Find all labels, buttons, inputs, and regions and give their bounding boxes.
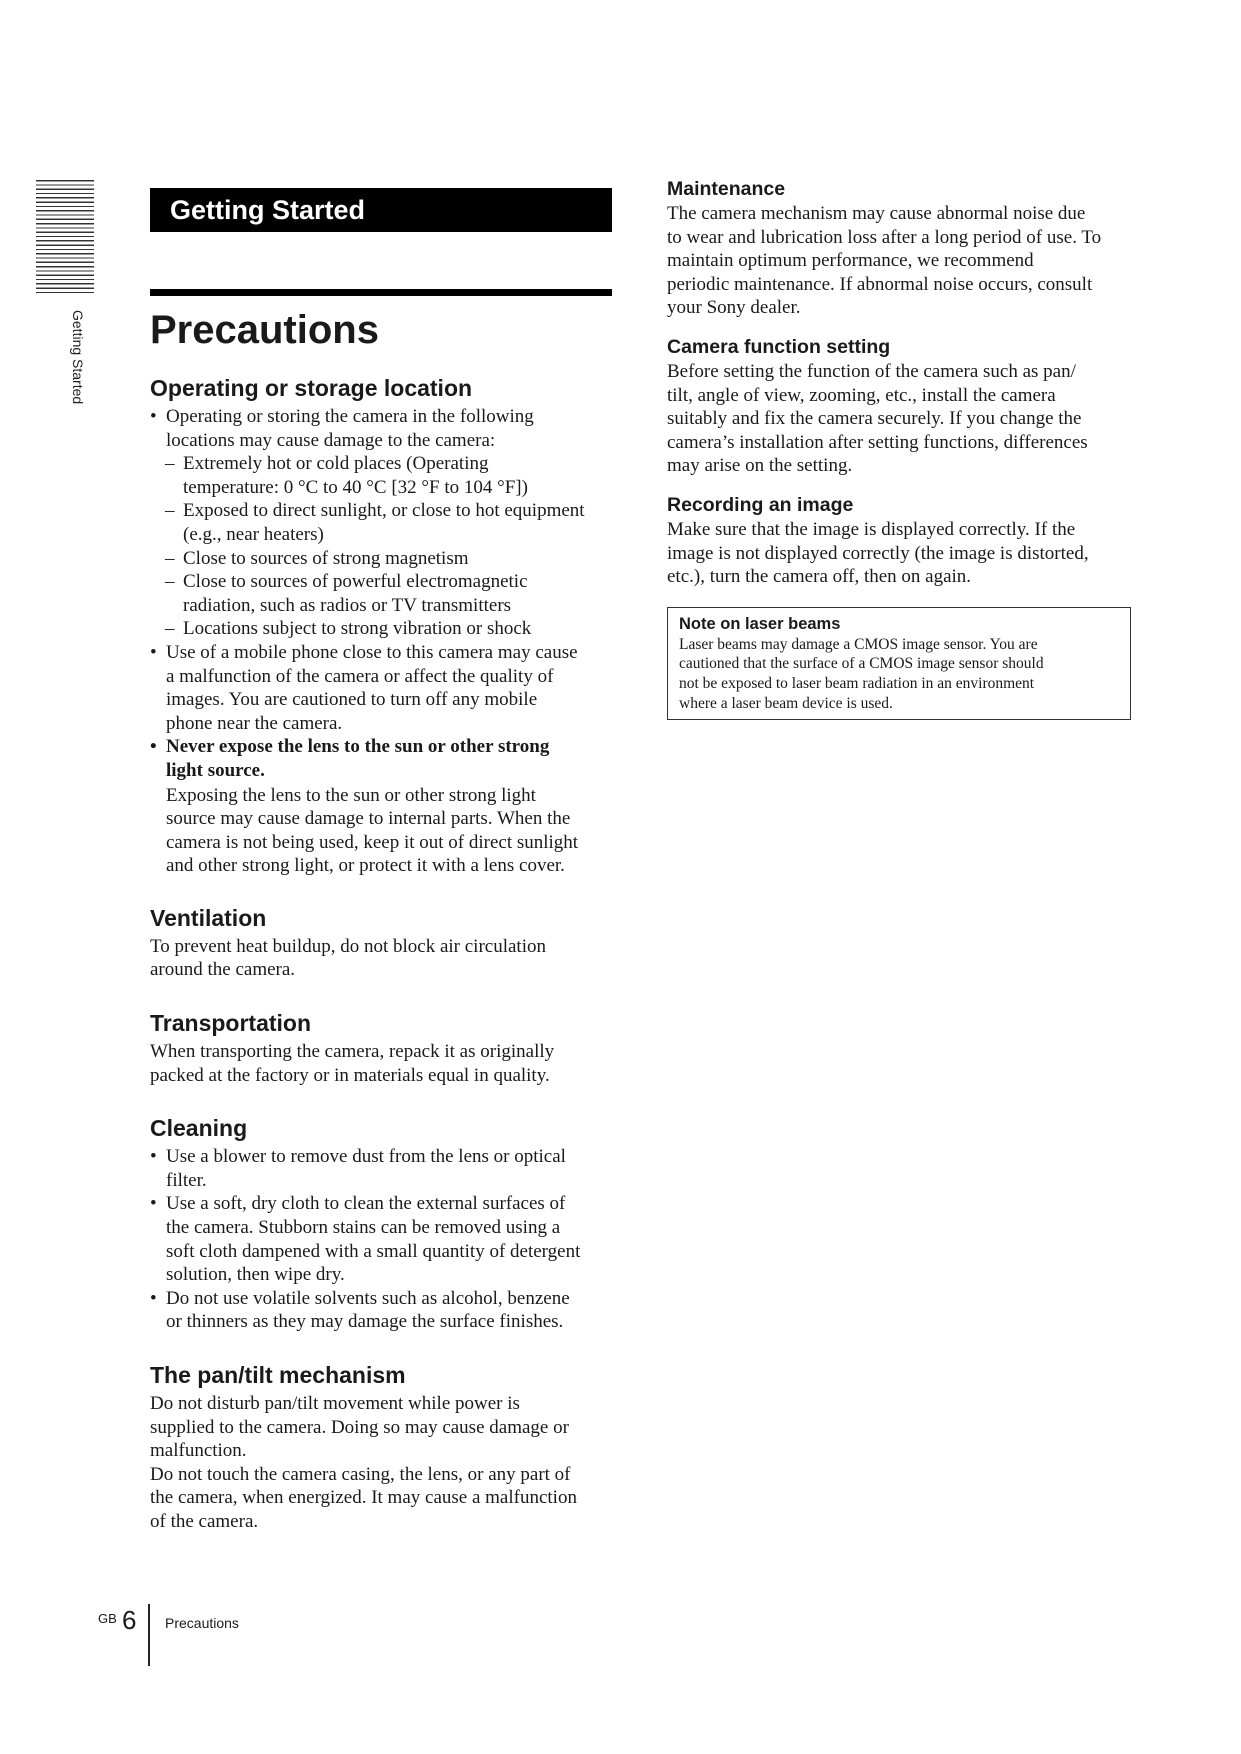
text-line: – Close to sources of powerful electromagnetic — [183, 571, 528, 593]
text-line: the camera. Stubborn stains can be removed using a — [166, 1217, 561, 1239]
footer-page-number: 6 — [122, 1605, 137, 1635]
text-line: – Locations subject to strong vibration or shock — [183, 618, 532, 640]
right-column — [667, 176, 1131, 720]
cleaning-bullet — [150, 1145, 612, 1192]
text-line: Make sure that the image is displayed correctly. If the — [667, 518, 1076, 540]
footer-section: Precautions — [165, 1615, 239, 1631]
text-line: maintain optimum performance, we recommend — [667, 250, 1034, 272]
section-recording — [667, 492, 1131, 589]
text-line: • Never expose the lens to the sun or other strong — [166, 736, 550, 758]
pantilt-heading: The pan/tilt mechanism — [150, 1362, 406, 1388]
note-title: Note on laser beams — [679, 614, 841, 633]
note-text-line: where a laser beam device is used. — [679, 694, 893, 712]
text-line: Do not disturb pan/tilt movement while power is — [150, 1393, 520, 1414]
cleaning-bullet — [150, 1192, 612, 1286]
text-line: • Operating or storing the camera in the following — [166, 406, 534, 427]
cleaning-heading: Cleaning — [150, 1115, 248, 1142]
section-transportation — [150, 1008, 612, 1087]
maintenance-heading: Maintenance — [667, 178, 786, 200]
note-text-line: not be exposed to laser beam radiation in an environment — [679, 674, 1035, 692]
text-line: malfunction. — [150, 1440, 247, 1462]
text-line: suitably and fix the camera securely. If you change the — [667, 408, 1082, 430]
operating-bullet-1 — [150, 405, 612, 452]
text-line: or thinners as they may damage the surface finishes. — [166, 1311, 564, 1333]
text-line: filter. — [166, 1169, 207, 1191]
page-title: Precautions — [150, 308, 379, 352]
operating-bullet-3 — [150, 735, 612, 782]
title-rule — [150, 289, 612, 296]
text-line: Before setting the function of the camera such as pan/ — [667, 360, 1076, 382]
text-line: When transporting the camera, repack it as originally — [150, 1041, 555, 1063]
section-pantilt — [150, 1360, 612, 1534]
text-line: camera is not being used, keep it out of direct sunlight — [166, 831, 579, 853]
note-box — [667, 607, 1131, 720]
dash-item — [150, 547, 612, 571]
text-line: to wear and lubrication loss after a long period of use. To — [667, 226, 1102, 248]
text-line: may arise on the setting. — [667, 455, 853, 477]
text-line: the camera, when energized. It may cause a malfunction — [150, 1487, 577, 1509]
text-line: • Use a blower to remove dust from the lens or optical — [166, 1146, 566, 1168]
footer-divider — [148, 1604, 150, 1666]
dash-item — [150, 617, 612, 641]
operating-heading: Operating or storage location — [150, 375, 473, 401]
text-line: image is not displayed correctly (the image is distorted, — [667, 542, 1089, 564]
text-line: • Use of a mobile phone close to this camera may cause — [166, 641, 578, 663]
text-line: etc.), turn the camera off, then on again. — [667, 566, 972, 588]
text-line: The camera mechanism may cause abnormal noise due — [667, 203, 1086, 224]
section-operating — [150, 373, 612, 878]
text-line: • Do not use volatile solvents such as alcohol, benzene — [166, 1287, 570, 1309]
section-banner: Getting Started — [150, 188, 612, 232]
text-line: periodic maintenance. If abnormal noise occurs, consult — [667, 273, 1093, 295]
text-line: and other strong light, or protect it with a lens cover. — [166, 855, 565, 877]
text-line: soft cloth dampened with a small quantity of detergent — [166, 1240, 581, 1262]
operating-bullet-2 — [150, 641, 612, 735]
section-ventilation — [150, 903, 612, 982]
section-maintenance — [667, 176, 1131, 320]
text-line: of the camera. — [150, 1510, 259, 1532]
note-text-line: cautioned that the surface of a CMOS image sensor should — [679, 655, 1044, 673]
text-line: light source. — [166, 759, 265, 781]
text-line: supplied to the camera. Doing so may cause damage or — [150, 1416, 569, 1438]
text-line: locations may cause damage to the camera: — [166, 429, 496, 451]
text-line: your Sony dealer. — [667, 297, 801, 319]
text-line: images. You are cautioned to turn off any mobile — [166, 689, 538, 711]
text-line: solution, then wipe dry. — [166, 1264, 345, 1286]
transportation-heading: Transportation — [150, 1010, 312, 1037]
recording-heading: Recording an image — [667, 493, 854, 516]
operating-bullet-3-text — [150, 784, 612, 878]
text-line: Exposing the lens to the sun or other strong light — [166, 784, 536, 806]
dash-item — [150, 570, 612, 617]
dash-item — [150, 452, 612, 499]
section-cleaning — [150, 1113, 612, 1334]
dash-item — [150, 499, 612, 546]
text-line: camera’s installation after setting functions, differences — [667, 431, 1088, 453]
note-text-line: Laser beams may damage a CMOS image sensor. You are — [679, 635, 1038, 653]
text-line: around the camera. — [150, 959, 296, 981]
text-line: packed at the factory or in materials equal in quality. — [150, 1064, 550, 1086]
text-line: temperature: 0 °C to 40 °C [32 °F to 104 °F]) — [183, 476, 528, 498]
text-line: tilt, angle of view, zooming, etc., install the camera — [667, 384, 1056, 406]
text-line: (e.g., near heaters) — [183, 523, 324, 545]
camera-function-heading: Camera function setting — [667, 335, 891, 358]
text-line: a malfunction of the camera or affect the quality of — [166, 665, 554, 687]
left-column — [150, 188, 612, 1534]
text-line: source may cause damage to internal parts. When the — [166, 808, 571, 830]
text-line: • Use a soft, dry cloth to clean the external surfaces of — [166, 1193, 566, 1215]
text-line: Do not touch the camera casing, the lens, or any part of — [150, 1463, 571, 1485]
side-tab-label: Getting Started — [70, 310, 86, 405]
text-line: To prevent heat buildup, do not block air circulation — [150, 935, 546, 957]
side-tab-lines — [36, 180, 94, 296]
ventilation-heading: Ventilation — [150, 904, 267, 931]
text-line: – Extremely hot or cold places (Operating — [183, 453, 489, 475]
section-camera-function — [667, 334, 1131, 478]
footer-region: GB — [98, 1611, 117, 1626]
text-line: – Exposed to direct sunlight, or close to hot equipment — [183, 500, 585, 522]
text-line: radiation, such as radios or TV transmitters — [183, 594, 512, 616]
text-line: phone near the camera. — [166, 712, 343, 734]
cleaning-bullet — [150, 1287, 612, 1334]
text-line: – Close to sources of strong magnetism — [183, 547, 469, 569]
